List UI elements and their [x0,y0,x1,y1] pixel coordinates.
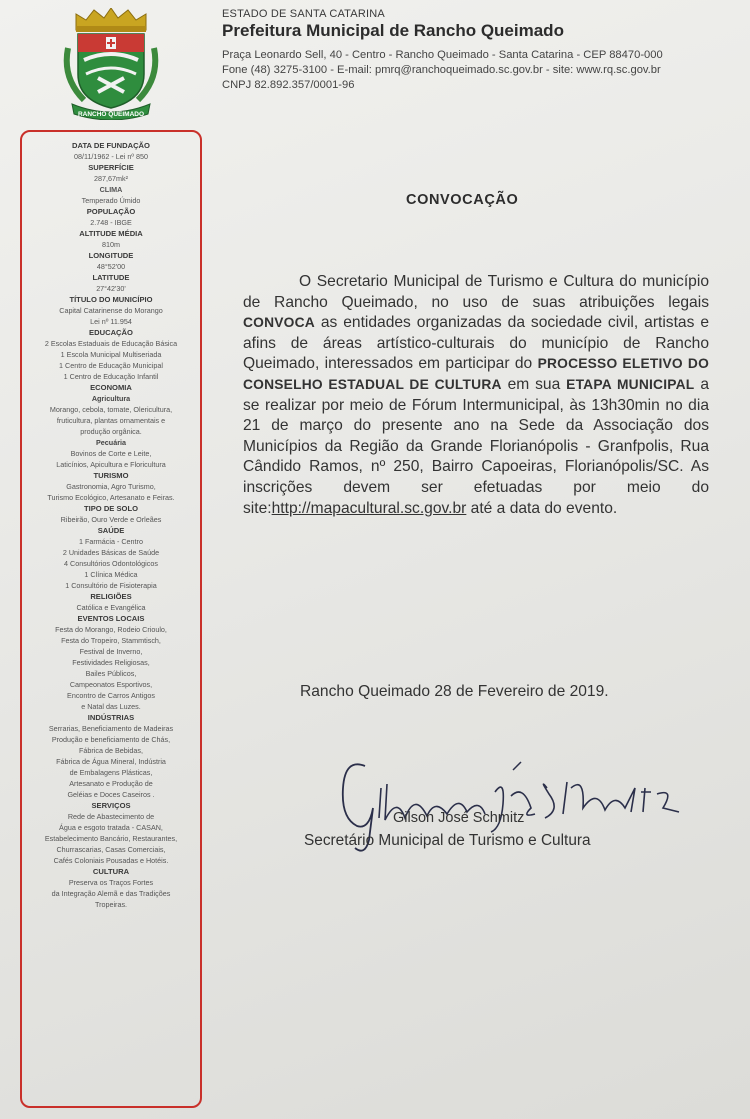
fact-value: Capital Catarinense do Morango [59,306,163,315]
fact-value: Festa do Morango, Rodeio Crioulo, [55,625,167,634]
cnpj-line: CNPJ 82.892.357/0001-96 [222,79,355,91]
paragraph-text: as entidades organizadas da sociedade civil, artistas e afins de áreas artístico-culturais do município de Rancho Queimado, interessados em participar do [243,314,709,373]
address-line: Praça Leonardo Sell, 40 - Centro - Rancho Queimado - Santa Catarina - CEP 88470-000 [222,49,663,61]
fact-value: Estabelecimento Bancário, Restaurantes, [44,834,178,843]
fact-heading: TÍTULO DO MUNICÍPIO [69,295,153,304]
fact-value: Lei nº 11.954 [90,317,132,326]
paragraph-text: O Secretario Municipal de Turismo e Cultura do município de Rancho Queimado, no uso de suas atribuições legais [243,273,709,311]
fact-subheading: Agricultura [91,394,131,403]
signer-role: Secretário Municipal de Turismo e Cultura [304,832,591,849]
bold-term: PROCESSO ELETIVO DO CONSELHO ESTADUAL DE CULTURA [243,356,709,392]
fact-value: Rede de Abastecimento de [67,812,155,821]
fact-heading: RELIGIÕES [90,592,132,601]
fact-heading: POPULAÇÃO [86,207,136,216]
fact-value: Temperado Úmido [81,196,141,205]
fact-value: 1 Centro de Educação Municipal [59,361,163,370]
fact-value: Serrarias, Beneficiamento de Madeiras [48,724,174,733]
fact-value: 1 Centro de Educação Infantil [63,372,159,381]
fact-value: Água e esgoto tratada - CASAN, [59,823,163,832]
letterhead [222,8,742,93]
fact-value: 1 Farmácia - Centro [79,537,143,546]
fact-value: Artesanato e Produção de [69,779,153,788]
municipal-crest-logo [62,8,160,120]
fact-heading: ECONOMIA [90,383,132,392]
fact-value: 27°42'30' [96,284,126,293]
fact-value: Gastronomia, Agro Turismo, [66,482,156,491]
bold-term: CONVOCA [243,315,315,331]
fact-heading: LATITUDE [92,273,130,282]
fact-value: Preserva os Traços Fortes [68,878,154,887]
fact-value: 1 Escola Municipal Multiseriada [60,350,162,359]
fact-value: 1 Clínica Médica [84,570,138,579]
paragraph-text: até a data do evento. [466,499,618,517]
fact-value: fruticultura, plantas ornamentais e [56,416,166,425]
fact-value: 08/11/1962 - Lei nº 850 [73,152,149,161]
fact-heading: SERVIÇOS [91,801,131,810]
fact-value: Festival de Inverno, [79,647,143,656]
fact-heading: INDÚSTRIAS [87,713,135,722]
document-title: CONVOCAÇÃO [406,192,519,208]
fact-heading: TIPO DE SOLO [83,504,138,513]
fact-value: 4 Consultórios Odontológicos [64,559,158,568]
fact-value: 287,67mk² [94,174,128,183]
fact-heading: DATA DE FUNDAÇÃO [72,141,150,150]
paragraph-text: em sua [507,375,561,393]
fact-heading: CULTURA [92,867,130,876]
bold-term: ETAPA MUNICIPAL [566,376,695,392]
prefecture-name: Prefeitura Municipal de Rancho Queimado [222,21,564,40]
fact-value: Bailes Públicos, [85,669,137,678]
fact-heading: TURISMO [93,471,129,480]
municipality-facts-sidebar [20,130,202,1108]
fact-value: 1 Consultório de Fisioterapia [65,581,157,590]
mapacultural-link[interactable]: http://mapacultural.sc.gov.br [271,499,467,517]
fact-value: Turismo Ecológico, Artesanato e Feiras. [47,493,175,502]
fact-value: Encontro de Carros Antigos [67,691,155,700]
fact-value: Tropeiras. [94,900,128,909]
fact-value: e Natal das Luzes. [81,702,141,711]
fact-value: 48°52'00 [96,262,126,271]
fact-value: de Embalagens Plásticas, [69,768,153,777]
document-date: Rancho Queimado 28 de Fevereiro de 2019. [300,683,609,700]
convocation-paragraph [243,272,709,519]
fact-value: Fábrica de Bebidas, [79,746,143,755]
fact-value: 2.748 - IBGE [90,218,132,227]
fact-value: Laticínios, Apicultura e Floricultura [56,460,166,469]
fact-heading: EVENTOS LOCAIS [77,614,145,623]
fact-value: Festividades Religiosas, [72,658,150,667]
crest-ribbon-text: RANCHO QUEIMADO [77,111,145,118]
fact-value: Morango, cebola, tomate, Olericultura, [49,405,173,414]
signer-name: Gilson José Schmitz [393,810,525,826]
fact-value: 2 Escolas Estaduais de Educação Básica [44,339,178,348]
fact-value: produção orgânica. [80,427,142,436]
paragraph-text: a se realizar por meio de Fórum Intermunicipal, às 13h30min no dia 21 de março do presente ano na Sede da Associação dos Municípios da Região da Grande Florianópolis - Granfpolis, Rua Cândido Ramos, nº 250, Bairro Capoeiras, Florianópolis/SC. As inscrições devem ser efetuadas por meio do site: [243,375,709,517]
fact-value: da Integração Alemã e das Tradições [51,889,171,898]
fact-value: 810m [102,240,120,249]
fact-value: Geléias e Doces Caseiros . [67,790,155,799]
fact-heading: EDUCAÇÃO [89,328,133,337]
fact-value: 2 Unidades Básicas de Saúde [62,548,160,557]
fact-value: Fábrica de Água Mineral, Indústria [56,757,166,766]
contact-line: Fone (48) 3275-3100 - E-mail: pmrq@ranchoqueimado.sc.gov.br - site: www.rq.sc.gov.br [222,64,661,76]
fact-value: Produção e beneficiamento de Chás, [51,735,171,744]
fact-value: Festa do Tropeiro, Stammtisch, [61,636,161,645]
fact-value: Ribeirão, Ouro Verde e Orleães [60,515,162,524]
fact-value: Cafés Coloniais Pousadas e Hotéis. [53,856,169,865]
fact-heading: CLIMA [99,185,123,194]
fact-value: Churrascarias, Casas Comerciais, [56,845,166,854]
state-name: ESTADO DE SANTA CATARINA [222,8,385,20]
fact-heading: LONGITUDE [88,251,134,260]
fact-heading: ALTITUDE MÉDIA [79,229,143,238]
fact-value: Bovinos de Corte e Leite, [70,449,152,458]
fact-value: Campeonatos Esportivos, [69,680,153,689]
fact-value: Católica e Evangélica [76,603,146,612]
fact-subheading: Pecuária [96,438,126,447]
fact-heading: SAÚDE [97,526,125,535]
fact-heading: SUPERFÍCIE [88,163,134,172]
